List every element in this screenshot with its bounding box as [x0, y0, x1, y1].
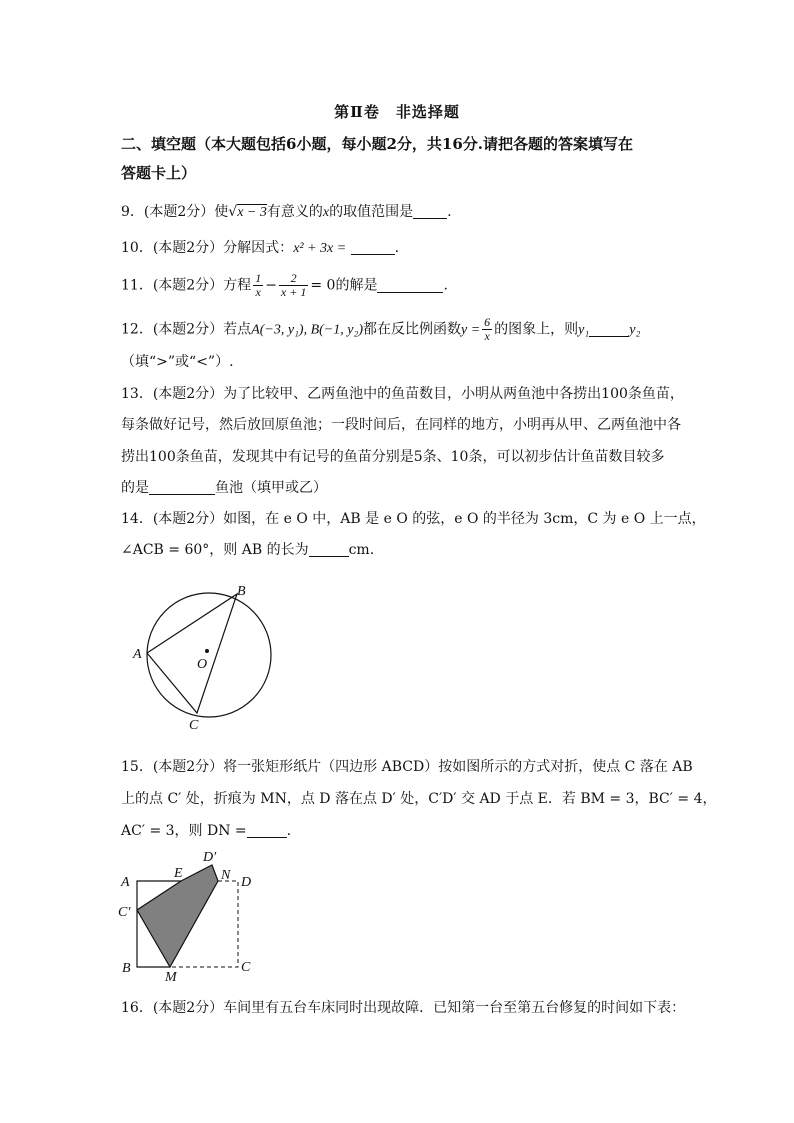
question-13-line4: 的是 鱼池（填甲或乙）	[121, 480, 327, 496]
fold-figure	[115, 846, 265, 982]
part-heading-line1: 二、填空题（本大题包括6小题，每小题2分，共16分.请把各题的答案填写在	[121, 135, 633, 153]
answer-blank-11[interactable]	[377, 278, 443, 293]
question-13-line1: 13．(本题2分）为了比较甲、乙两鱼池中的鱼苗数目，小明从两鱼池中各捞出100条鱼苗，	[121, 386, 684, 402]
label-C-prime: C′	[118, 905, 131, 920]
answer-blank-10[interactable]	[351, 240, 395, 255]
fraction-6-over-x: $\frac{6}{x}$	[484, 315, 491, 343]
center-point	[205, 649, 209, 653]
label-D: D	[241, 875, 252, 890]
section-title: 第Ⅱ卷 非选择题	[334, 103, 460, 121]
triangle-ABC	[147, 594, 237, 713]
question-16-line1: 16．(本题2分）车间里有五台车床同时出现故障．已知第一台至第五台修复的时间如下表：	[121, 1000, 686, 1016]
question-10: 10．(本题2分）分解因式：x² + 3x = .	[121, 240, 400, 256]
label-E: E	[174, 866, 183, 881]
label-N: N	[221, 868, 231, 883]
circle-figure	[125, 583, 285, 733]
question-15-line3: AC′ = 3，则 DN = .	[121, 823, 292, 839]
answer-blank-12[interactable]	[589, 322, 629, 337]
label-B: B	[122, 961, 131, 976]
label-C: C	[241, 960, 251, 975]
circle-O	[147, 593, 271, 717]
part-heading-line2: 答题卡上）	[121, 164, 197, 182]
label-A: A	[121, 875, 130, 890]
answer-blank-15[interactable]	[247, 823, 287, 838]
fraction-1-over-x: $\frac{1}{x}$	[255, 271, 262, 299]
question-13-line3: 捞出100条鱼苗，发现其中有记号的鱼苗分别是5条、10条，可以初步估计鱼苗数目较多	[121, 449, 665, 465]
label-C: C	[189, 718, 199, 733]
answer-blank-14[interactable]	[309, 542, 349, 557]
radicand: x − 3	[237, 205, 267, 220]
fraction-2-over-x-plus-1: $\frac{2}{x + 1}$	[280, 271, 307, 299]
question-14-line2: ∠ACB = 60°，则 AB 的长为 cm.	[121, 542, 375, 558]
label-A: A	[133, 647, 142, 662]
label-M: M	[165, 970, 177, 982]
question-12-hint: （填“>”或“<”）.	[121, 354, 234, 370]
question-15-line1: 15．(本题2分）将一张矩形纸片（四边形 ABCD）按如图所示的方式对折，使点 C 落在 AB	[121, 759, 693, 775]
label-B: B	[237, 584, 246, 599]
question-9: 9．(本题2分）使√x − 3有意义的x的取值范围是 .	[121, 204, 452, 220]
answer-blank-9[interactable]	[413, 204, 447, 219]
answer-blank-13[interactable]	[149, 480, 215, 495]
label-D-prime: D′	[203, 850, 217, 865]
sqrt-symbol: √	[228, 204, 238, 220]
question-12: 12．(本题2分）若点A(−3, y₁), B(−1, y₂)都在反比例函数y = $\frac{6}{x}$ 的图象上，则y₁ y₂	[121, 315, 641, 343]
question-11: 11．(本题2分）方程 $\frac{1}{x}$ − $\frac{2}{x + 1}$ = 0的解是 .	[121, 271, 448, 299]
question-13-line2: 每条做好记号，然后放回原鱼池；一段时间后，在同样的地方，小明再从甲、乙两鱼池中各	[121, 417, 681, 433]
question-15-line2: 上的点 C′ 处，折痕为 MN，点 D 落在点 D′ 处，C′D′ 交 AD 于点 E．若 BM = 3，BC′ = 4，	[121, 791, 717, 807]
label-O: O	[197, 657, 208, 672]
question-14-line1: 14．(本题2分）如图，在 e O 中，AB 是 e O 的弦，e O 的半径为 3cm，C 为 e O 上一点，	[121, 511, 706, 527]
